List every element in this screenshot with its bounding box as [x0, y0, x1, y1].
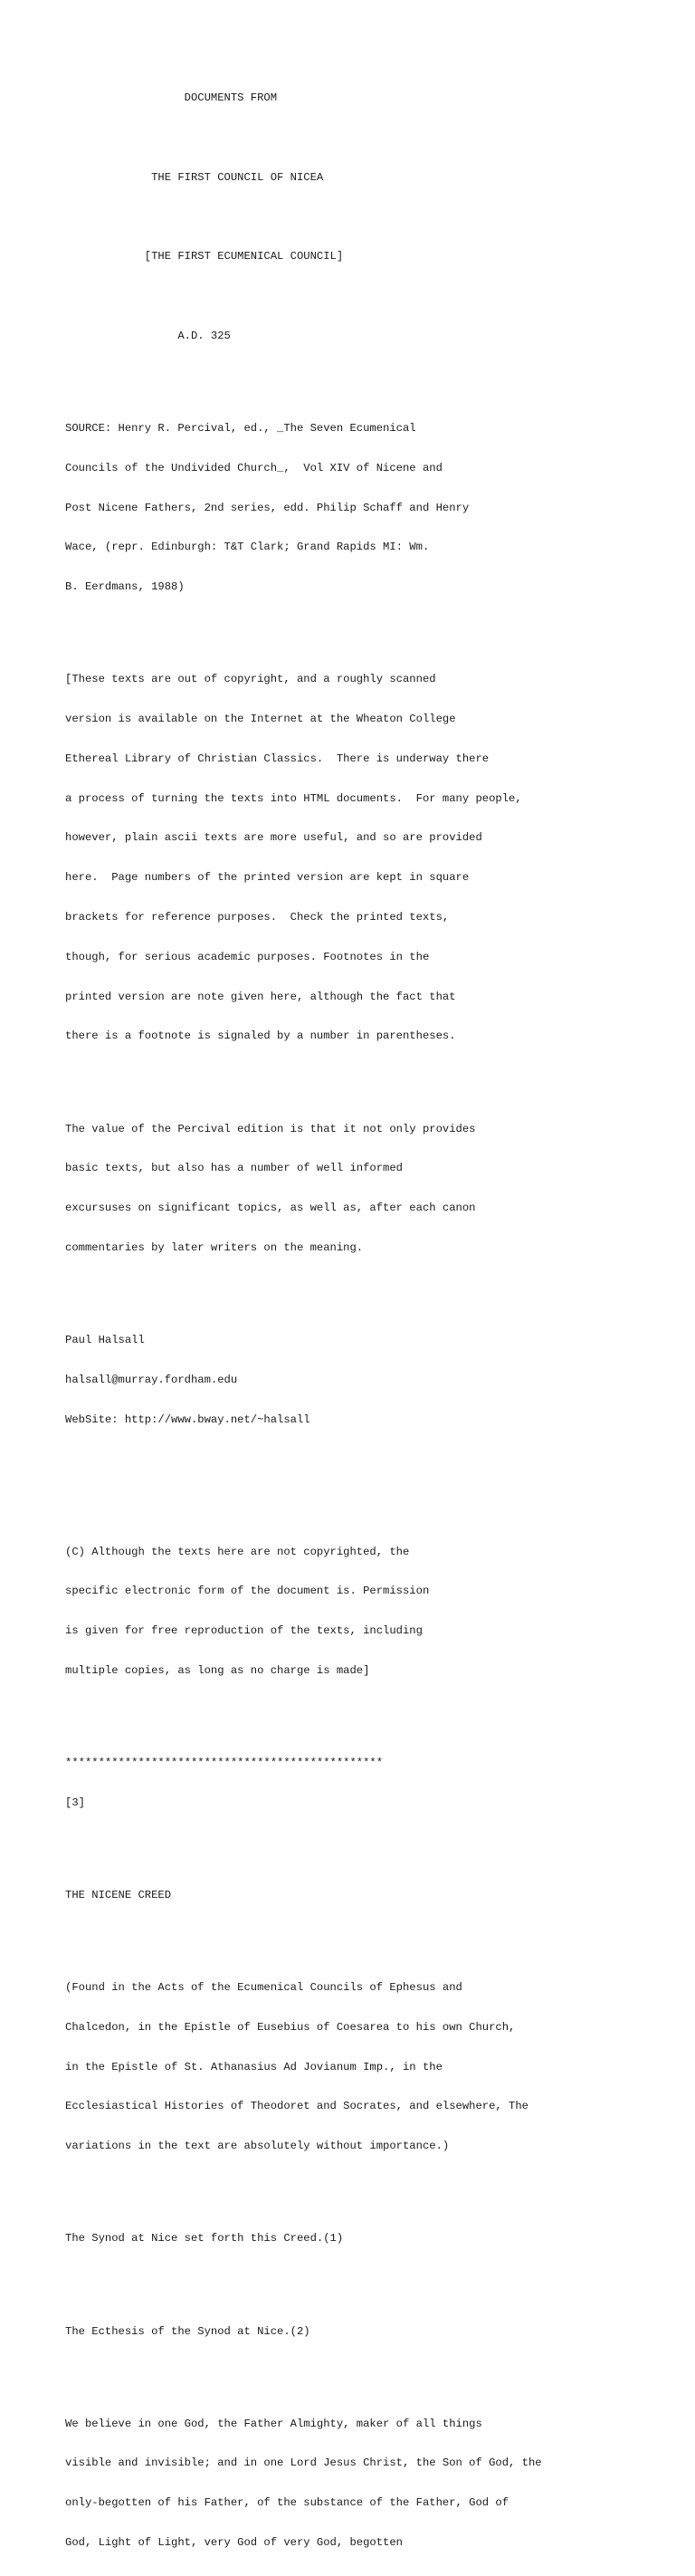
header-title-documents-from: DOCUMENTS FROM [184, 91, 278, 105]
header-title-council: THE FIRST COUNCIL OF NICEA [151, 170, 324, 184]
permission-line: (C) Although the texts here are not copyrighted, the [65, 1545, 410, 1558]
source-line: Councils of the Undivided Church_, Vol XIV of Nicene and [65, 461, 443, 474]
header-line-2 [65, 171, 644, 185]
blank-line [65, 2364, 644, 2378]
source-line: B. Eerdmans, 1988) [65, 580, 185, 594]
copyright-note-line: however, plain ascii texts are more useful, and so are provided [65, 831, 482, 845]
found-note-line: in the Epistle of St. Athanasius Ad Jovianum Imp., in the [65, 2060, 443, 2073]
blank-line [65, 2179, 644, 2193]
copyright-note-line: [These texts are out of copyright, and a roughly scanned [65, 673, 436, 686]
permission-line: is given for free reproduction of the texts, including [65, 1624, 423, 1638]
blank-line [65, 1929, 644, 1942]
blank-line [65, 1069, 644, 1083]
header-line-4 [65, 330, 644, 343]
synod-line: The Synod at Nice set forth this Creed.(1) [65, 2232, 344, 2246]
source-line: Post Nicene Fathers, 2nd series, edd. Philip Schaff and Henry [65, 501, 470, 514]
author-name: Paul Halsall [65, 1334, 145, 1346]
blank-line [65, 1492, 644, 1506]
permission-line: multiple copies, as long as no charge is made] [65, 1663, 370, 1677]
header-subtitle: [THE FIRST ECUMENICAL COUNCIL] [144, 250, 344, 263]
ecthesis-line: The Ecthesis of the Synod at Nice.(2) [65, 2324, 310, 2338]
blank-line [65, 131, 644, 145]
blank-line [65, 1836, 644, 1850]
copyright-note-line: Ethereal Library of Christian Classics. There is underway there [65, 752, 490, 765]
copyright-note-line: brackets for reference purposes. Check the printed texts, [65, 911, 450, 924]
copyright-note-line: version is available on the Internet at the Wheaton College [65, 713, 456, 726]
blank-line [65, 620, 644, 634]
creed-line: only-begotten of his Father, of the substance of the Father, God of [65, 2496, 509, 2510]
permission-line: specific electronic form of the document is. Permission [65, 1585, 430, 1598]
blank-line [65, 2272, 644, 2285]
found-note-line: (Found in the Acts of the Ecumenical Councils of Ephesus and [65, 1981, 462, 1995]
creed-line: We believe in one God, the Father Almighty, maker of all things [65, 2417, 482, 2430]
separator: ************************************************ [65, 1757, 384, 1769]
source-line: Wace, (repr. Edinburgh: T&T Clark; Grand Rapids MI: Wm. [65, 541, 430, 554]
found-note-line: variations in the text are absolutely without importance.) [65, 2140, 450, 2153]
blank-line [65, 369, 644, 383]
copyright-note-line: here. Page numbers of the printed version are kept in square [65, 871, 470, 885]
header-line-3 [65, 250, 644, 263]
value-note-line: excursuses on significant topics, as well as, after each canon [65, 1202, 476, 1215]
found-note-line: Ecclesiastical Histories of Theodoret and Socrates, and elsewhere, The [65, 2100, 528, 2113]
author-website[interactable]: WebSite: http://www.bway.net/~halsall [65, 1412, 310, 1426]
blank-line [65, 1452, 644, 1466]
author-email[interactable]: halsall@murray.fordham.edu [65, 1373, 238, 1386]
header-line-1 [65, 91, 644, 105]
blank-line [65, 1281, 644, 1295]
blank-line [65, 290, 644, 303]
copyright-note-line: there is a footnote is signaled by a number in parentheses. [65, 1029, 456, 1043]
copyright-note-line: though, for serious academic purposes. Footnotes in the [65, 950, 430, 963]
page-marker: [3] [65, 1796, 85, 1809]
copyright-note-line: a process of turning the texts into HTML documents. For many people, [65, 791, 522, 805]
header-date: A.D. 325 [177, 329, 231, 342]
creed-line: God, Light of Light, very God of very God, begotten [65, 2536, 403, 2550]
found-note-line: Chalcedon, in the Epistle of Eusebius of Coesarea to his own Church, [65, 2020, 516, 2034]
copyright-note-line: printed version are note given here, although the fact that [65, 990, 456, 1003]
source-line: SOURCE: Henry R. Percival, ed., _The Seven Ecumenical [65, 422, 416, 436]
section-title: THE NICENE CREED [65, 1888, 172, 1901]
blank-line [65, 211, 644, 225]
value-note-line: The value of the Percival edition is that it not only provides [65, 1122, 476, 1135]
document-text [65, 65, 644, 2576]
blank-line [65, 1704, 644, 1718]
creed-line: visible and invisible; and in one Lord Jesus Christ, the Son of God, the [65, 2456, 542, 2470]
value-note-line: basic texts, but also has a number of well informed [65, 1162, 403, 1175]
value-note-line: commentaries by later writers on the meaning. [65, 1240, 364, 1254]
